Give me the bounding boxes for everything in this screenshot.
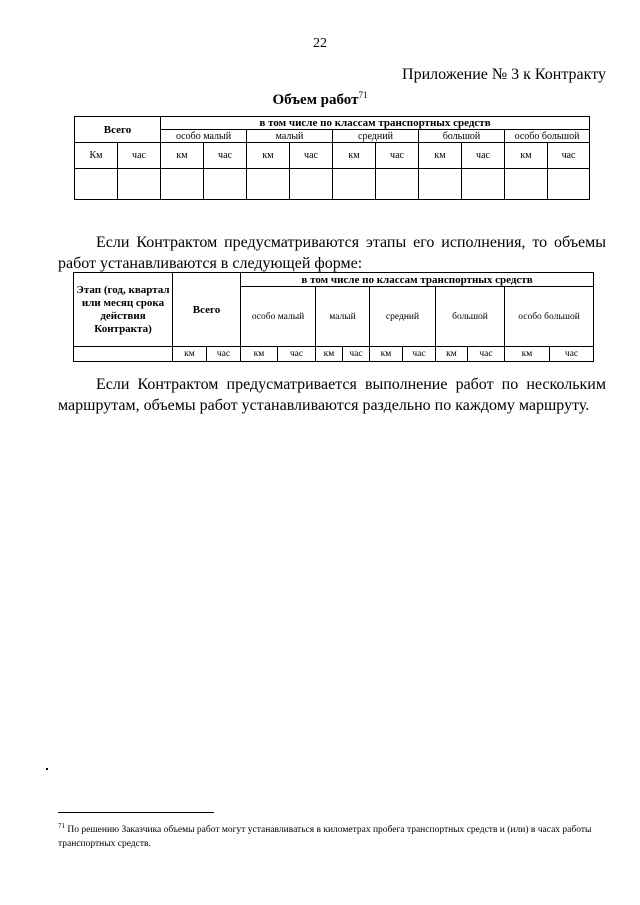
footnote-separator — [58, 812, 214, 813]
unit-header: час — [118, 143, 161, 169]
unit-header: час — [462, 143, 505, 169]
routes-paragraph: Если Контрактом предусматривается выполнение работ по нескольким маршрутам, объемы работ устанавливаются раздельно по каждому маршруту. — [58, 376, 606, 414]
class-header: малый — [316, 287, 370, 347]
total-header: Всего — [75, 117, 161, 143]
empty-cell — [419, 169, 462, 200]
unit-header: час — [376, 143, 419, 169]
empty-cell — [161, 169, 204, 200]
empty-cell — [333, 169, 376, 200]
empty-cell — [74, 347, 173, 362]
unit-header: км — [505, 347, 550, 362]
class-header: большой — [419, 130, 505, 143]
title-text: Объем работ — [272, 92, 359, 108]
class-header: особо большой — [505, 130, 590, 143]
table-row — [75, 169, 590, 200]
empty-cell — [505, 169, 548, 200]
empty-cell — [548, 169, 590, 200]
empty-cell — [290, 169, 333, 200]
document-title — [0, 90, 640, 109]
unit-header: час — [343, 347, 370, 362]
unit-header: час — [207, 347, 241, 362]
unit-header: км — [241, 347, 278, 362]
title-footnote-ref: 71 — [358, 90, 368, 100]
empty-cell — [75, 169, 118, 200]
unit-header: км — [505, 143, 548, 169]
footnote — [58, 819, 606, 851]
unit-header: час — [278, 347, 316, 362]
stage-header: Этап (год, квартал или месяц срока действия Контракта) — [74, 273, 173, 347]
class-header: средний — [370, 287, 436, 347]
stages-paragraph: Если Контрактом предусматриваются этапы его исполнения, то объемы работ устанавливаются в следующей форме: — [58, 234, 606, 272]
empty-cell — [247, 169, 290, 200]
footnote-text: По решению Заказчика объемы работ могут устанавливаться в километрах пробега транспортных средств и (или) в часах работы транспортных средств. — [58, 825, 592, 850]
class-header: малый — [247, 130, 333, 143]
class-header: средний — [333, 130, 419, 143]
vehicle-classes-header: в том числе по классам транспортных средств — [161, 117, 590, 130]
unit-header: час — [403, 347, 436, 362]
unit-header: км — [161, 143, 204, 169]
class-header: особо большой — [505, 287, 594, 347]
footnote-ref: 71 — [58, 822, 65, 830]
page-number: 22 — [313, 36, 327, 51]
unit-header: км — [247, 143, 290, 169]
unit-header: км — [333, 143, 376, 169]
unit-header: час — [204, 143, 247, 169]
unit-header: км — [173, 347, 207, 362]
class-header: особо малый — [161, 130, 247, 143]
scan-mark — [46, 768, 48, 770]
unit-header: Км — [75, 143, 118, 169]
unit-header: км — [316, 347, 343, 362]
unit-header: км — [419, 143, 462, 169]
unit-header: час — [548, 143, 590, 169]
appendix-label: Приложение № 3 к Контракту — [402, 66, 606, 83]
unit-header: км — [436, 347, 468, 362]
unit-header: час — [290, 143, 333, 169]
vehicle-classes-header: в том числе по классам транспортных средств — [241, 273, 594, 287]
class-header: особо малый — [241, 287, 316, 347]
empty-cell — [462, 169, 505, 200]
empty-cell — [204, 169, 247, 200]
work-volume-table — [74, 116, 590, 200]
empty-cell — [118, 169, 161, 200]
unit-header: час — [550, 347, 594, 362]
unit-header: км — [370, 347, 403, 362]
class-header: большой — [436, 287, 505, 347]
empty-cell — [376, 169, 419, 200]
stage-volume-table — [73, 272, 594, 362]
unit-header: час — [468, 347, 505, 362]
total-header: Всего — [173, 273, 241, 347]
